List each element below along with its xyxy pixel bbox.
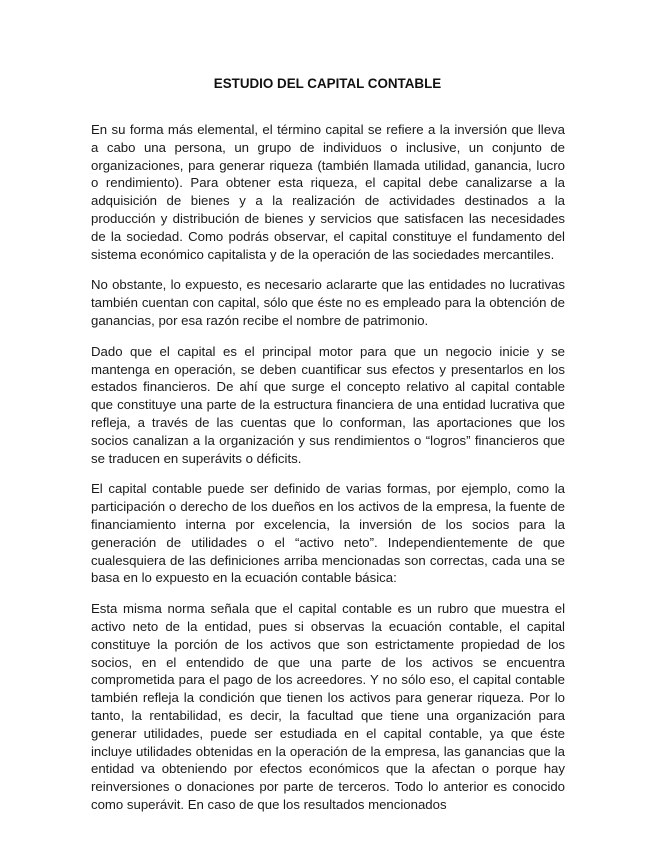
- document-body: [91, 121, 565, 827]
- paragraph-4: El capital contable puede ser definido de varias formas, por ejemplo, como la participación o derecho de los dueños en los activos de la empresa, la fuente de financiamiento interna por excelencia, la inversión de los socios para la generación de utilidades o el “activo neto”. Independientemente de que cualesquiera de las definiciones arriba mencionadas son correctas, cada una se basa en lo expuesto en la ecuación contable básica:: [91, 481, 565, 586]
- paragraph-1: En su forma más elemental, el término capital se refiere a la inversión que lleva a cabo una persona, un grupo de individuos o inclusive, un conjunto de organizaciones, para generar riqueza (también llamada utilidad, ganancia, lucro o rendimiento). Para obtener esta riqueza, el capital debe canalizarse a la adquisición de bienes y a la realización de actividades destinados a la producción y distribución de bienes y servicios que satisfacen las necesidades de la sociedad. Como podrás observar, el capital constituye el fundamento del sistema económico capitalista y de la operación de las sociedades mercantiles.: [91, 122, 565, 262]
- paragraph-3: Dado que el capital es el principal motor para que un negocio inicie y se mantenga en operación, se deben cuantificar sus efectos y presentarlos en los estados financieros. De ahí que surge el concepto relativo al capital contable que constituye una parte de la estructura financiera de una entidad lucrativa que refleja, a través de las cuentas que lo conforman, las aportaciones que los socios canalizan a la organización y sus rendimientos o “logros” financieros que se traducen en superávits o déficits.: [91, 343, 565, 466]
- document-title: ESTUDIO DEL CAPITAL CONTABLE: [213, 76, 442, 91]
- paragraph-5: Esta misma norma señala que el capital contable es un rubro que muestra el activo neto de la entidad, pues si observas la ecuación contable, el capital constituye la porción de los activos que son estrictamente propiedad de los socios, en el entendido de que una parte de los activos se encuentra comprometida para el pago de los acreedores. Y no sólo eso, el capital contable también refleja la condición que tienen los activos para generar riqueza. Por lo tanto, la rentabilidad, es decir, la facultad que tiene una organización para generar utilidades, puede ser estudiada en el capital contable, ya que éste incluye utilidades obtenidas en la operación de la empresa, las ganancias que la entidad va obteniendo por efectos económicos que la afectan o porque hay reinversiones o donaciones por parte de terceros. Todo lo anterior es conocido como superávit. En caso de que los resultados mencionados: [91, 601, 565, 812]
- paragraph-2: No obstante, lo expuesto, es necesario aclararte que las entidades no lucrativas también cuentan con capital, sólo que éste no es empleado para la obtención de ganancias, por esa razón recibe el nombre de patrimonio.: [91, 277, 565, 328]
